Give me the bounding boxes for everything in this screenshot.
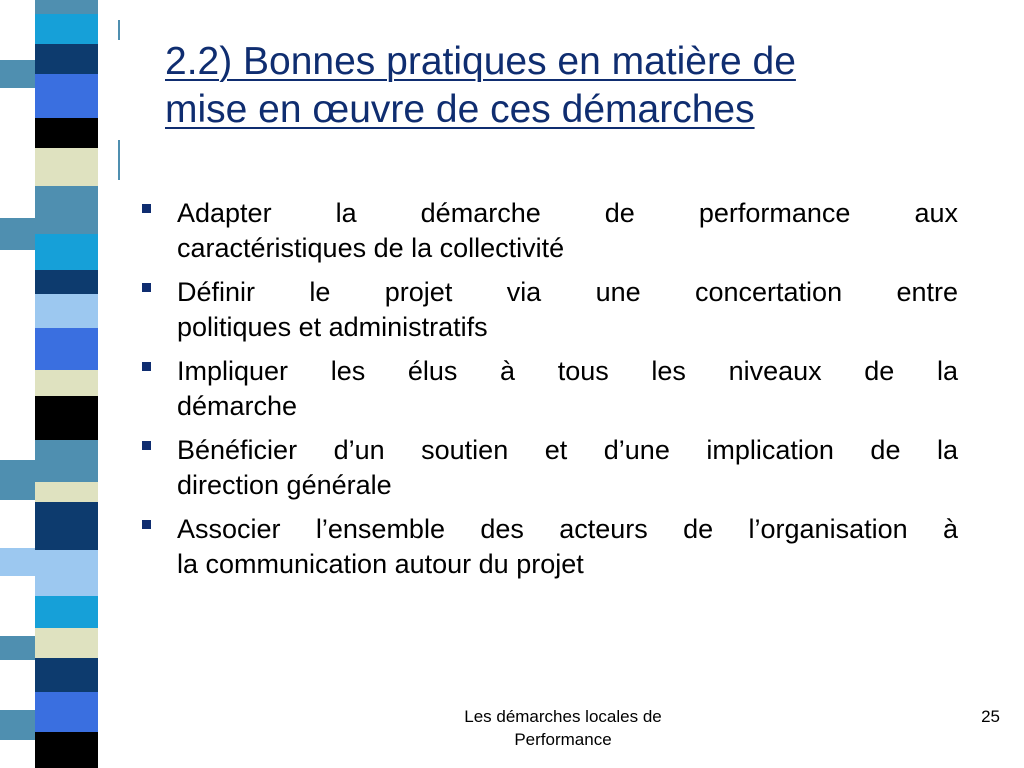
bullet-line: Associer l’ensemble des acteurs de l’organisation à bbox=[177, 514, 958, 544]
stripe-block bbox=[0, 500, 35, 548]
stripe-block bbox=[35, 148, 98, 186]
square-bullet-icon bbox=[142, 520, 151, 529]
bullet-line: Impliquer les élus à tous les niveaux de la bbox=[177, 356, 958, 386]
bullet-list bbox=[140, 196, 958, 591]
stripe-block bbox=[0, 636, 35, 660]
bullet-item bbox=[140, 512, 958, 582]
stripe-block bbox=[0, 740, 35, 768]
slide-title bbox=[165, 38, 985, 134]
stripe-block bbox=[35, 328, 98, 370]
stripe-block bbox=[0, 548, 35, 576]
stripe-block bbox=[118, 20, 120, 40]
footer-line-1: Les démarches locales de bbox=[464, 707, 662, 726]
slide-footer bbox=[413, 705, 713, 751]
bullet-item bbox=[140, 433, 958, 503]
stripe-block bbox=[35, 692, 98, 732]
stripe-block bbox=[118, 140, 120, 180]
stripe-block bbox=[35, 370, 98, 396]
bullet-line: Adapter la démarche de performance aux bbox=[177, 198, 958, 228]
stripe-block bbox=[35, 482, 98, 502]
stripe-block bbox=[35, 658, 98, 692]
bullet-item bbox=[140, 196, 958, 266]
stripe-block bbox=[0, 158, 35, 218]
bullet-line: Bénéficier d’un soutien et d’une implication de la bbox=[177, 435, 958, 465]
stripe-block bbox=[35, 74, 98, 118]
stripe-block bbox=[0, 360, 35, 400]
bullet-line: politiques et administratifs bbox=[177, 312, 488, 342]
bullet-item bbox=[140, 354, 958, 424]
stripe-block bbox=[98, 330, 122, 360]
stripe-block bbox=[0, 250, 35, 360]
bullet-line: la communication autour du projet bbox=[177, 549, 584, 579]
stripe-block bbox=[35, 440, 98, 482]
stripe-block bbox=[0, 660, 35, 710]
title-line-1: 2.2) Bonnes pratiques en matière de bbox=[165, 40, 796, 83]
stripe-block bbox=[35, 118, 98, 148]
stripe-block bbox=[35, 270, 98, 294]
stripe-block bbox=[35, 502, 98, 550]
stripe-block bbox=[35, 14, 98, 44]
stripe-block bbox=[35, 550, 98, 596]
stripe-block bbox=[0, 710, 35, 740]
page-number: 25 bbox=[981, 707, 1000, 726]
square-bullet-icon bbox=[142, 362, 151, 371]
stripe-block bbox=[0, 460, 35, 500]
stripe-block bbox=[0, 0, 35, 60]
square-bullet-icon bbox=[142, 441, 151, 450]
bullet-line: direction générale bbox=[177, 470, 392, 500]
stripe-block bbox=[35, 234, 98, 270]
stripe-block bbox=[35, 396, 98, 440]
square-bullet-icon bbox=[142, 283, 151, 292]
square-bullet-icon bbox=[142, 204, 151, 213]
stripe-block bbox=[35, 732, 98, 768]
decorative-side-stripe bbox=[0, 0, 122, 768]
stripe-block bbox=[35, 44, 98, 74]
bullet-line: démarche bbox=[177, 391, 298, 421]
bullet-line: caractéristiques de la collectivité bbox=[177, 233, 565, 263]
stripe-block bbox=[0, 218, 35, 250]
bullet-line: Définir le projet via une concertation entre bbox=[177, 277, 958, 307]
stripe-block bbox=[0, 400, 35, 460]
stripe-block bbox=[35, 294, 98, 328]
stripe-block bbox=[35, 628, 98, 658]
stripe-block bbox=[0, 576, 35, 636]
footer-line-2: Performance bbox=[514, 730, 612, 749]
stripe-block bbox=[0, 88, 35, 158]
stripe-block bbox=[35, 0, 98, 14]
stripe-block bbox=[0, 60, 35, 88]
bullet-item bbox=[140, 275, 958, 345]
stripe-block bbox=[35, 596, 98, 628]
stripe-block bbox=[35, 186, 98, 234]
title-line-2: mise en œuvre de ces démarches bbox=[165, 88, 755, 131]
